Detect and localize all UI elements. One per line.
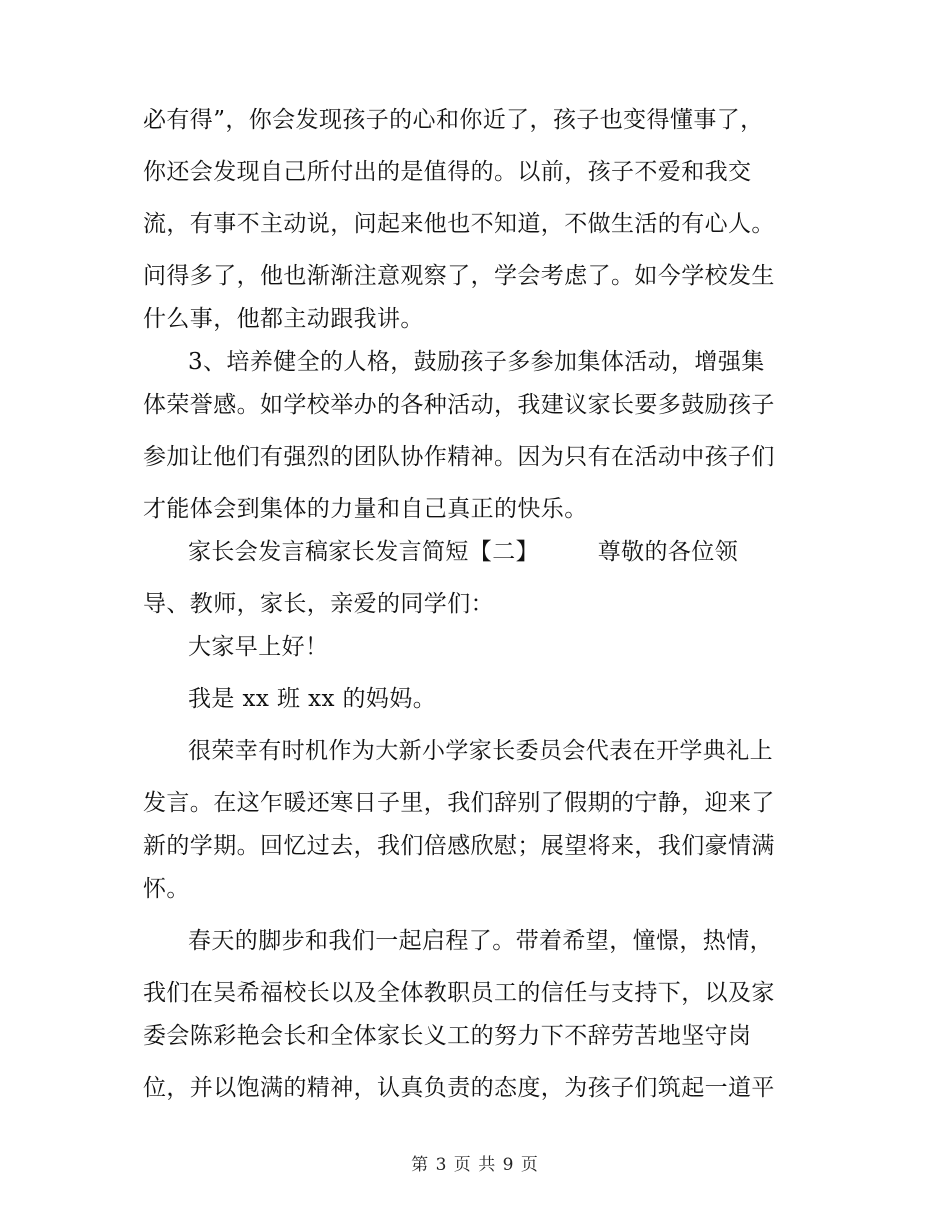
- paragraph-line: 才能体会到集体的力量和自己真正的快乐。: [143, 496, 588, 522]
- greeting-line: 大家早上好！: [188, 634, 329, 660]
- paragraph-line: 位，并以饱满的精神，认真负责的态度，为孩子们筑起一道平: [143, 1075, 775, 1101]
- paragraph-line: 3、培养健全的人格，鼓励孩子多参加集体活动，增强集: [188, 349, 765, 375]
- paragraph-line: 问得多了，他也渐渐注意观察了，学会考虑了。如今学校发生: [143, 263, 775, 289]
- paragraph-line: 春天的脚步和我们一起启程了。带着希望，憧憬，热情，: [188, 928, 773, 954]
- paragraph-line: 新的学期。回忆过去，我们倍感欣慰；展望将来，我们豪情满: [143, 833, 775, 859]
- paragraph-line: 什么事，他都主动跟我讲。: [143, 306, 424, 332]
- paragraph-line: 流，有事不主动说，问起来他也不知道，不做生活的有心人。: [143, 211, 775, 237]
- section-heading-line: 家长会发言稿家长发言简短【二】 尊敬的各位领: [188, 539, 739, 565]
- paragraph-line: 我们在吴希福校长以及全体教职员工的信任与支持下，以及家: [143, 980, 775, 1006]
- paragraph-line: 你还会发现自己所付出的是值得的。以前，孩子不爱和我交: [143, 159, 752, 185]
- paragraph-line: 体荣誉感。如学校举办的各种活动，我建议家长要多鼓励孩子: [143, 392, 775, 418]
- paragraph-line: 怀。: [143, 876, 190, 902]
- paragraph-line: 参加让他们有强烈的团队协作精神。因为只有在活动中孩子们: [143, 444, 775, 470]
- paragraph-line: 委会陈彩艳会长和全体家长义工的努力下不辞劳苦地坚守岗: [143, 1023, 752, 1049]
- paragraph-line: 导、教师，家长，亲爱的同学们：: [143, 591, 494, 617]
- page-number-footer: 第 3 页 共 9 页: [411, 1155, 539, 1175]
- paragraph-line: 我是 xx 班 xx 的妈妈。: [188, 686, 437, 712]
- paragraph-line: 发言。在这乍暖还寒日子里，我们辞别了假期的宁静，迎来了: [143, 790, 775, 816]
- paragraph-line: 很荣幸有时机作为大新小学家长委员会代表在开学典礼上: [188, 738, 773, 764]
- paragraph-line: 必有得”，你会发现孩子的心和你近了，孩子也变得懂事了，: [143, 107, 764, 133]
